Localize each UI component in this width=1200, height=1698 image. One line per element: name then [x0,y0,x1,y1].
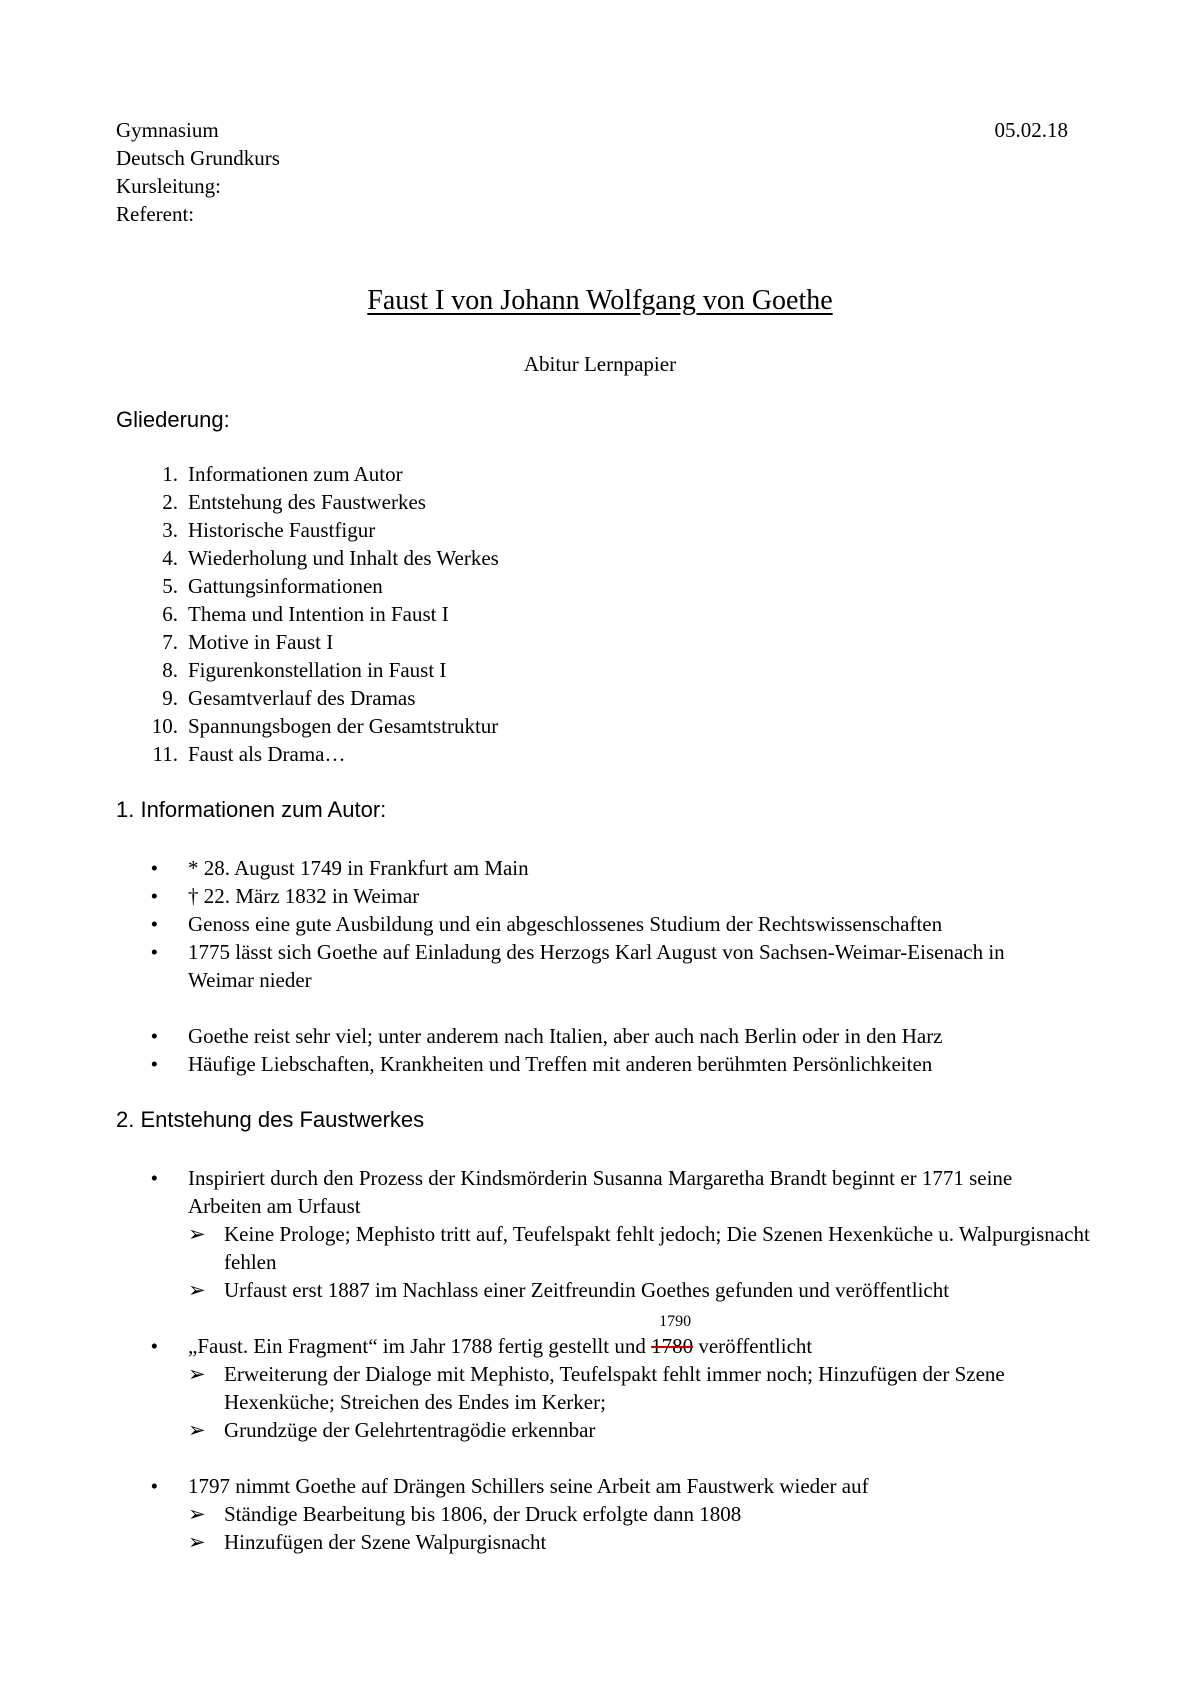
course-name: Deutsch Grundkurs [116,146,280,170]
referent: Referent: [116,202,195,226]
toc-item [116,600,499,628]
arrow-bullet-icon: ➢ [188,1418,206,1442]
list-item: • 1775 lässt sich Goethe auf Einladung des Herzogs Karl August von Sachsen-Weimar-Eisenach in Weimar nieder [116,938,1096,994]
list-item: • Häufige Liebschaften, Krankheiten und Treffen mit anderen berühmten Persönlichkeiten [116,1050,1096,1078]
toc-item-text: Figurenkonstellation in Faust I [188,658,447,682]
document-date: 05.02.18 [994,118,1068,142]
document-header [116,116,1068,228]
list-item [116,1313,1096,1360]
bullet-icon: • [150,884,158,908]
toc-item [116,684,499,712]
section-1-heading: 1. Informationen zum Autor: [116,797,387,822]
toc-item [116,740,499,768]
table-of-contents [116,460,499,768]
arrow-bullet-icon: ➢ [188,1530,206,1554]
sub-list-item: ➢ Urfaust erst 1887 im Nachlass einer Zeitfreundin Goethes gefunden und veröffentlicht [188,1278,950,1302]
list-item: • † 22. März 1832 in Weimar [116,882,1096,910]
document-title: Faust I von Johann Wolfgang von Goethe [367,285,833,316]
toc-item [116,516,499,544]
toc-item [116,460,499,488]
bullet-icon: • [150,1052,158,1076]
bullet-icon: • [150,1166,158,1190]
toc-item-number: 1. [162,462,178,486]
toc-item-text: Thema und Intention in Faust I [188,602,449,626]
list-item: • Genoss eine gute Ausbildung und ein abgeschlossenes Studium der Rechtswissenschaften [116,910,1096,938]
course-lead: Kursleitung: [116,174,221,198]
sub-list-item: ➢ Ständige Bearbeitung bis 1806, der Druck erfolgte dann 1808 [188,1502,742,1526]
toc-item-text: Historische Faustfigur [188,518,376,542]
toc-item-text: Spannungsbogen der Gesamtstruktur [188,714,499,738]
school-name: Gymnasium [116,118,219,142]
toc-item-text: Informationen zum Autor [188,462,403,486]
arrow-bullet-icon: ➢ [188,1222,206,1246]
bullet-icon: • [150,856,158,880]
toc-item-text: Entstehung des Faustwerkes [188,490,426,514]
arrow-bullet-icon: ➢ [188,1362,206,1386]
toc-item [116,544,499,572]
bullet-icon: • [150,912,158,936]
bullet-icon: • [150,940,158,964]
toc-item-text: Faust als Drama… [188,742,346,766]
toc-item [116,572,499,600]
toc-item-text: Motive in Faust I [188,630,334,654]
toc-heading: Gliederung: [116,407,230,432]
list-item: • * 28. August 1749 in Frankfurt am Main [116,854,1096,882]
list-gap [116,994,1096,1022]
toc-item-number: 2. [162,490,178,514]
fragment-text-end: veröffentlicht [693,1334,813,1358]
toc-item-number: 9. [162,686,178,710]
year-correction [651,1313,694,1360]
list-gap [116,1304,1096,1332]
toc-item-number: 11. [152,742,178,766]
toc-item-number: 4. [162,546,178,570]
toc-item-number: 7. [162,630,178,654]
toc-item-number: 3. [162,518,178,542]
struck-year: 1780 [651,1334,694,1358]
list-item: • Inspiriert durch den Prozess der Kindsmörderin Susanna Margaretha Brandt beginnt er 1771 seine Arbeiten am Urfaust [116,1164,1096,1220]
arrow-bullet-icon: ➢ [188,1278,206,1302]
toc-item [116,628,499,656]
list-item: • Goethe reist sehr viel; unter anderem nach Italien, aber auch nach Berlin oder in den Harz [116,1022,1096,1050]
toc-item-text: Gesamtverlauf des Dramas [188,686,416,710]
toc-item [116,712,499,740]
toc-item [116,488,499,516]
sub-list-item: ➢ Erweiterung der Dialoge mit Mephisto, Teufelspakt fehlt immer noch; Hinzufügen der Szene Hexenküche; Streichen des Endes im Kerker; [188,1362,1005,1414]
toc-item-number: 10. [151,714,178,738]
section-2-heading: 2. Entstehung des Faustwerkes [116,1107,425,1132]
corrected-year: 1790 [659,1313,692,1330]
toc-item [116,656,499,684]
toc-item-number: 6. [162,602,178,626]
toc-item-text: Gattungsinformationen [188,574,383,598]
fragment-text: „Faust. Ein Fragment“ im Jahr 1788 fertig gestellt und [188,1334,652,1358]
toc-item-number: 5. [162,574,178,598]
section-2-list [116,1164,1096,1556]
section-1-list [116,854,1096,1078]
sub-list-item: ➢ Hinzufügen der Szene Walpurgisnacht [188,1530,547,1554]
sub-list-item: ➢ Grundzüge der Gelehrtentragödie erkennbar [188,1418,596,1442]
toc-item-number: 8. [162,658,178,682]
bullet-icon: • [150,1334,158,1358]
bullet-icon: • [150,1474,158,1498]
sub-list-item: ➢ Keine Prologe; Mephisto tritt auf, Teufelspakt fehlt jedoch; Die Szenen Hexenküche u. Walpurgisnacht fehlen [188,1222,1090,1274]
list-gap [116,1444,1096,1472]
arrow-bullet-icon: ➢ [188,1502,206,1526]
document-subtitle: Abitur Lernpapier [523,352,677,376]
list-item: • 1797 nimmt Goethe auf Drängen Schillers seine Arbeit am Faustwerk wieder auf [116,1472,1096,1500]
bullet-icon: • [150,1024,158,1048]
toc-item-text: Wiederholung und Inhalt des Werkes [188,546,499,570]
